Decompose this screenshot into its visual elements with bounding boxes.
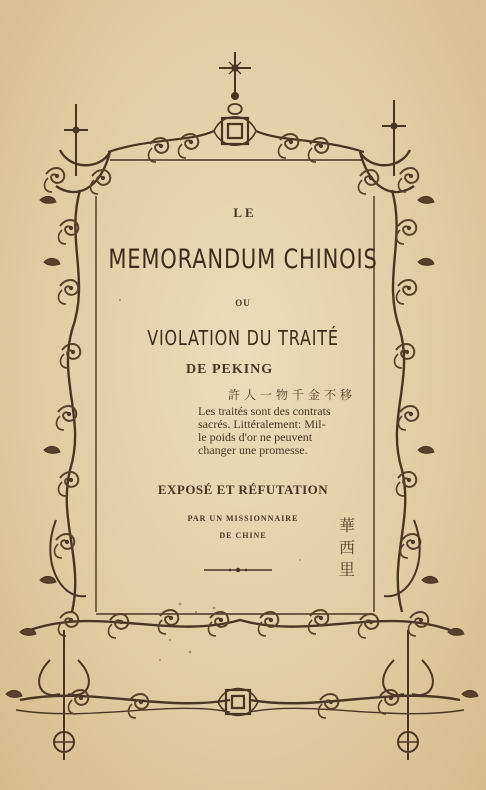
lower-border [20,610,464,638]
byline-line-1: PAR UN MISSIONNAIRE [187,514,299,523]
main-title: MEMORANDUM CHINOIS [108,244,378,275]
title-conjunction: OU [235,298,251,308]
top-left-corner-ornament [40,104,110,203]
motto-line: Les traités sont des contrats [198,404,331,418]
byline-line-2: DE CHINE [219,531,267,540]
secondary-title: VIOLATION DU TRAITÉ [147,326,339,350]
motto-line: sacrés. Littéralement: Mil- [198,417,326,431]
paper-specks [119,299,301,661]
top-right-corner-ornament [359,100,434,203]
title-place: DE PEKING [186,362,274,377]
separator-rule [204,568,272,572]
cross-icon [219,52,251,100]
chinese-motto: 許人一物千金不移 [228,388,357,402]
subtitle: EXPOSÉ ET RÉFUTATION [157,482,329,497]
author-chinese-name: 華西里 [338,516,355,579]
title-article: LE [233,205,257,220]
motto-line: le poids d'or ne peuvent [198,430,313,444]
endless-knot-icon [214,104,256,145]
motto-translation [198,405,370,457]
motto-line: changer une promesse. [198,443,308,457]
top-border [108,131,364,162]
